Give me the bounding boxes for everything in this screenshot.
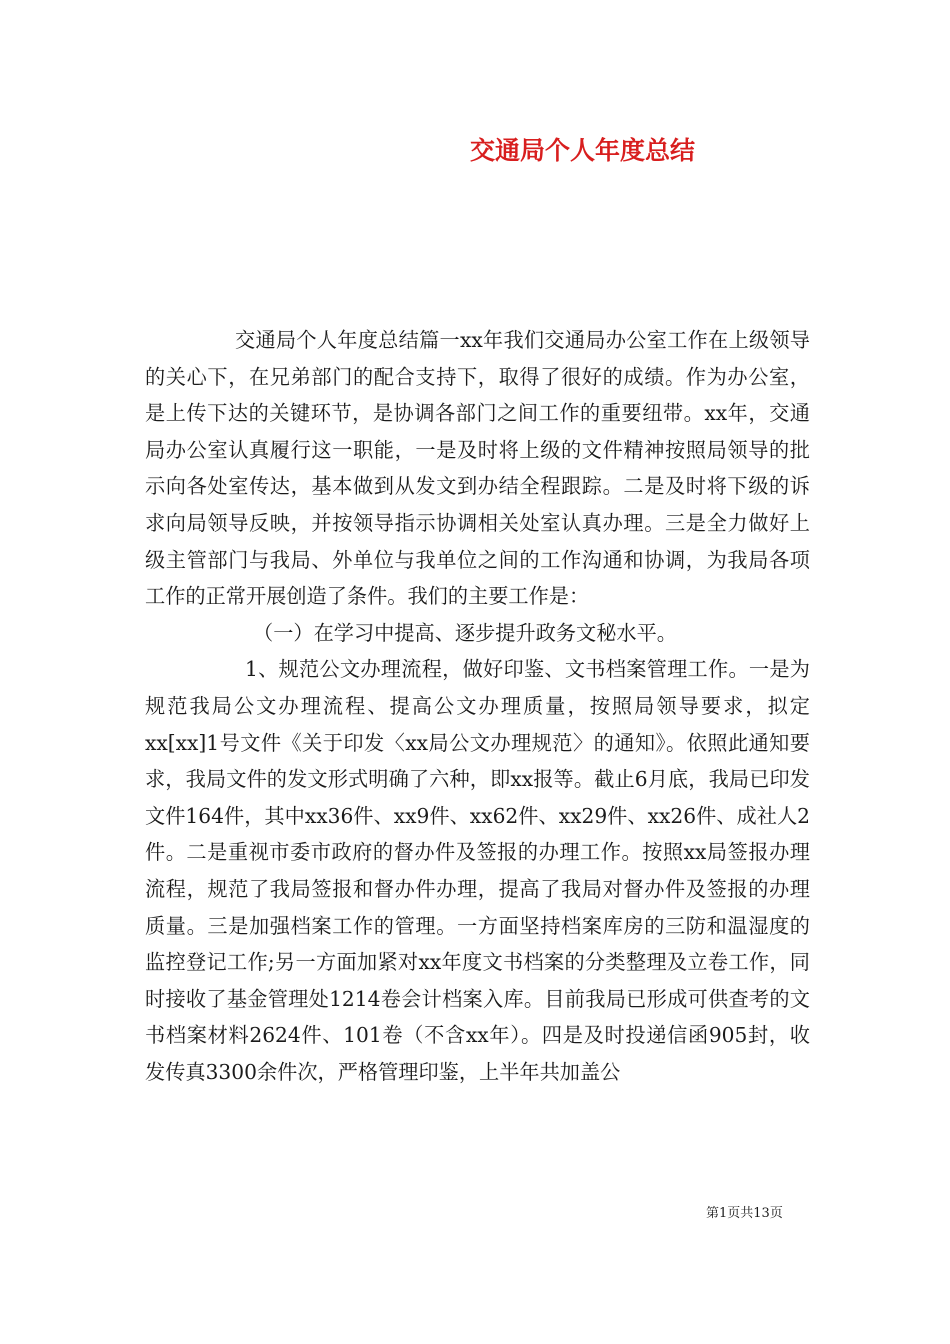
page-footer: 第1页共13页 [706,1206,783,1221]
section-heading-1: （一）在学习中提高、逐步提升政务文秘水平。 [253,620,677,645]
document-body [145,322,810,1090]
paragraph-intro: 交通局个人年度总结篇一xx年我们交通局办公室工作在上级领导的关心下，在兄弟部门的配合支持下，取得了很好的成绩。作为办公室，是上传下达的关键环节，是协调各部门之间工作的重要纽带。xx年，交通局办公室认真履行这一职能，一是及时将上级的文件精神按照局领导的批示向各处室传达，基本做到从发文到办结全程跟踪。二是及时将下级的诉求向局领导反映，并按领导指示协调相关处室认真办理。三是全力做好上级主管部门与我局、外单位与我单位之间的工作沟通和协调，为我局各项工作的正常开展创造了条件。我们的主要工作是： [145,328,810,609]
paragraph-item-1: 1、规范公文办理流程，做好印鉴、文书档案管理工作。一是为规范我局公文办理流程、提高公文办理质量，按照局领导要求，拟定xx[xx]1号文件《关于印发〈xx局公文办理规范〉的通知》。依照此通知要求，我局文件的发文形式明确了六种，即xx报等。截止6月底，我局已印发文件164件，其中xx36件、xx9件、xx62件、xx29件、xx26件、成社人2件。二是重视市委市政府的督办件及签报的办理工作。按照xx局签报办理流程，规范了我局签报和督办件办理，提高了我局对督办件及签报的办理质量。三是加强档案工作的管理。一方面坚持档案库房的三防和温湿度的监控登记工作;另一方面加紧对xx年度文书档案的分类整理及立卷工作，同时接收了基金管理处1214卷会计档案入库。目前我局已形成可供查考的文书档案材料2624件、101卷（不含xx年）。四是及时投递信函905封，收发传真3300余件次，严格管理印鉴，上半年共加盖公 [145,657,810,1084]
document-title: 交通局个人年度总结 [470,136,696,165]
